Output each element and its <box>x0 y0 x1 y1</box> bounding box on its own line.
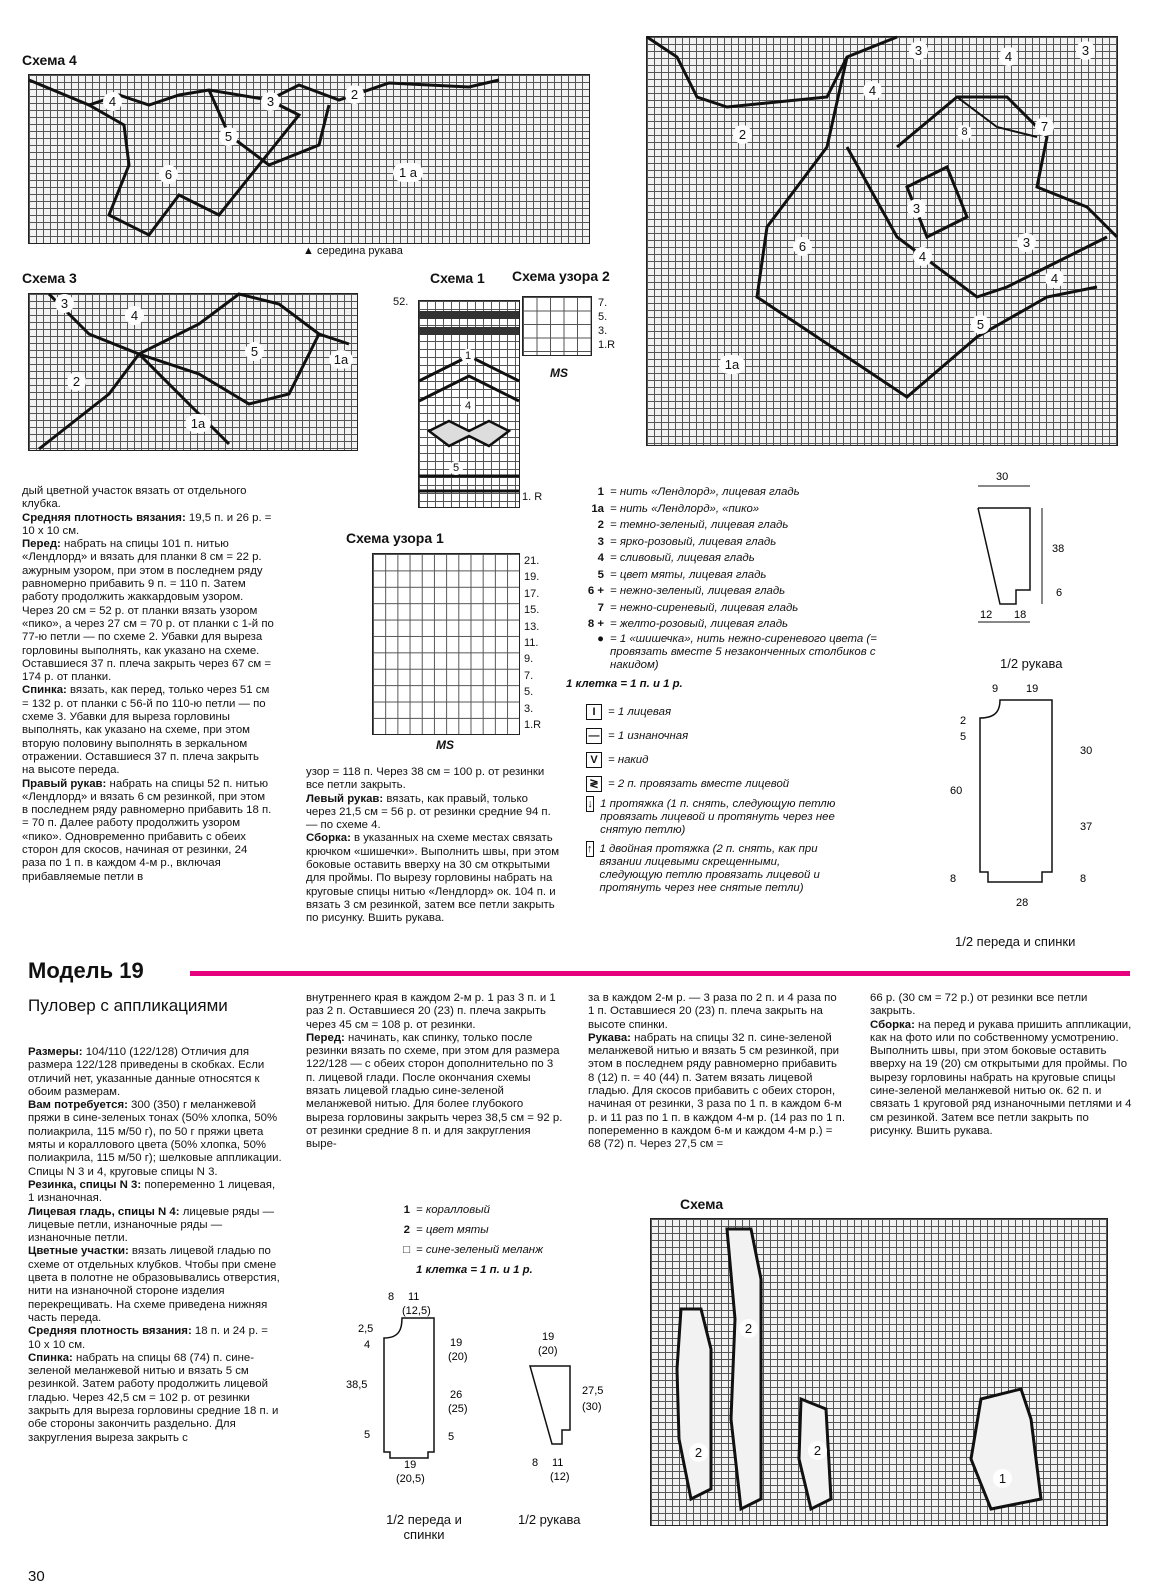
label: 4 <box>863 81 882 100</box>
column-2-text: узор = 118 п. Через 38 см = 100 р. от резинки все петли закрыть. Левый рукав: вязать, как правый, только через 21,5 см = 56 р. от резинки средние 94 п. — по схеме 4. Сборка: в указанных на схеме местах связать крючком «шишечки». Выполнить швы, при этом боковые оставить вверху на 30 см открытыми для проймы. По вырезу горловины набрать на круговые спицы нитью «Лендлорд» ок. 104 п. и вязать 3 см резинкой, затем все петли закрыть по рисунку. Вшить рукава. <box>306 766 560 925</box>
label: 5 <box>971 315 990 334</box>
svg-text:30: 30 <box>1080 745 1093 757</box>
label: 6 <box>793 237 812 256</box>
label: 4 <box>461 399 475 413</box>
pattern-2-chart <box>522 296 592 356</box>
svg-text:27,5: 27,5 <box>582 1385 604 1397</box>
label: 1а <box>185 414 211 433</box>
label: 3 <box>55 294 74 313</box>
model-column-1: Размеры: 104/110 (122/128) Отличия для размера 122/128 приведены в скобках. Если отличий нет, указанные данные относятся к обоим размерам. Вам потребуется: 300 (350) г меланжевой пряжи в сине-зеленых тонах (50% хлопка, 50% полиакрила, 115 м/50 г), по 50 г пряжи цвета мяты и кораллового цвета (50% хлопка, 50% полиакрила, 115 м/50 г); шелковые аппликации. Спицы N 3 и 4, круговые спицы N 3. Резинка, спицы N 3: попеременно 1 лицевая, 1 изнаночная. Лицевая гладь, спицы N 4: лицевые ряды — лицевые петли, изнаночные ряды — изнаночные петли. Цветные участки: вязать лицевой гладью по схеме от отдельных клубков. Чтобы при смене цвета в полотне не образовывались отверстия, нити на изнаночной стороне изделия перекрещивать. На схеме приведена нижняя часть переда. Средняя плотность вязания: 18 п. и 24 р. = 10 х 10 см. Спинка: набрать на спицы 68 (74) п. сине-зеленой меланжевой нитью и вязать 5 см резинкой. Затем работу продолжить лицевой гладью. Через 42,5 см = 102 р. от резинки закрыть для выреза горловины средние 18 п. и обе стороны закончить раздельно. Для закругления выреза закрыть с <box>28 1046 282 1444</box>
front-caption: 1/2 переда и спинки <box>955 934 1076 949</box>
model-divider <box>190 971 1130 976</box>
schema-3-title: Схема 3 <box>22 270 77 286</box>
label: 2 <box>345 85 364 104</box>
svg-text:19: 19 <box>542 1331 555 1343</box>
svg-text:60: 60 <box>950 785 963 797</box>
svg-text:(20,5): (20,5) <box>396 1473 425 1485</box>
front-diagram-top <box>940 680 1120 910</box>
svg-text:38: 38 <box>1052 543 1065 555</box>
label: 5 <box>219 127 238 146</box>
label: 8 <box>957 125 972 140</box>
label: 3 <box>909 41 928 60</box>
label: 1 <box>461 349 475 363</box>
pattern-1-rows: 21. 19. 17. 15. 13. 11. 9. 7. 5. 3. 1.R <box>524 555 542 732</box>
schema-2-chart <box>646 36 1118 446</box>
model-column-3: за в каждом 2-м р. — 3 раза по 2 п. и 4 раза по 1 п. Оставшиеся 20 (23) п. плеча закрыть на высоте спинки. Рукава: набрать на спицы 32 п. сине-зеленой меланжевой нитью и вязать 5 см резинкой, при этом в последнем ряду равномерно прибавить 8 (12) п. = 40 (44) п. Затем вязать лицевой гладью. Для скосов прибавить с обеих сторон, начиная от резинки, 3 раза по 1 п. в каждом 6-м р. и 11 раз по 1 п. в каждом 4-м р. (14 раз по 1 п. попеременно в каждом 6-м и каждом 4-м р.) = 68 (72) п. Через 27,5 см = <box>588 992 846 1151</box>
svg-text:28: 28 <box>1016 897 1029 909</box>
schema-1-title: Схема 1 <box>430 270 485 286</box>
svg-text:5: 5 <box>448 1431 455 1443</box>
svg-text:8: 8 <box>950 873 957 885</box>
schema-3-chart <box>28 293 358 451</box>
schema-4-chart <box>28 74 590 244</box>
pattern-1-title: Схема узора 1 <box>346 530 444 546</box>
model-title: Модель 19 <box>28 958 144 983</box>
svg-text:8: 8 <box>388 1291 395 1303</box>
label: 3 <box>907 199 926 218</box>
svg-text:8: 8 <box>1080 873 1087 885</box>
svg-text:(30): (30) <box>582 1401 602 1413</box>
svg-text:26: 26 <box>450 1389 463 1401</box>
ms-label: MS <box>550 366 568 380</box>
svg-text:9: 9 <box>992 683 999 695</box>
label: 4 <box>913 247 932 266</box>
svg-text:19: 19 <box>1026 683 1039 695</box>
sleeve-middle-note: ▲ середина рукава <box>303 245 403 257</box>
schema-4-title: Схема 4 <box>22 52 77 68</box>
svg-text:(20): (20) <box>538 1345 558 1357</box>
svg-text:6: 6 <box>1056 587 1063 599</box>
label: 1а <box>329 350 353 369</box>
svg-text:12: 12 <box>980 609 993 621</box>
label: 4 <box>103 92 122 111</box>
svg-text:11: 11 <box>408 1291 420 1303</box>
svg-text:(25): (25) <box>448 1403 468 1415</box>
model-column-2: внутреннего края в каждом 2-м р. 1 раз 3 п. и 1 раз 2 п. Оставшиеся 20 (23) п. плеча закрыть через 45 см = 108 р. от резинки. Перед: начинать, как спинку, только после резинки вязать по схеме, при этом для размера 122/128 — с обеих сторон дополнительно по 3 п. лицевой глади. После окончания схемы вязать лицевой гладью сине-зеленой меланжевой нитью. Для более глубокого выреза горловины закрыть через 38,5 см = 92 р. от резинки средние 8 п. и для закругления выре- <box>306 992 563 1151</box>
svg-text:4: 4 <box>364 1339 371 1351</box>
svg-text:5: 5 <box>960 731 967 743</box>
svg-text:30: 30 <box>996 471 1009 483</box>
label: 3 <box>1076 41 1095 60</box>
label: 4 <box>999 47 1018 66</box>
schema-1-chart <box>418 300 520 508</box>
column-1-text: дый цветной участок вязать от отдельного клубка. Средняя плотность вязания: 19,5 п. и 26 р. = 10 х 10 см. Перед: набрать на спицы 101 п. нитью «Лендлорд» и вязать для планки 8 см = 22 р. ажурным узором, при этом в последнем ряду равномерно прибавить 9 п. = 110 п. Затем работу продолжить жаккардовым узором. Через 20 см = 52 р. от планки вязать узором «пико», а через 27 см = 70 р. от планки с 1-й по 77-ю петли — по схеме 2. Убавки для выреза горловины выполнять, как указано на схеме. Оставшиеся 37 п. плеча закрыть через 67 см = 174 р. от планки. Спинка: вязать, как перед, только через 51 см = 132 р. от планки с 56-й по 110-ю петли — по схеме 3. Убавки для выреза горловины выполнять, как указано на схеме, при этом вторую половину выполнять в зеркальном отражении. Оставшиеся 37 п. плеча закрыть на высоте переда. Правый рукав: набрать на спицы 52 п. нитью «Лендлорд» и вязать 6 см резинкой, при этом в последнем ряду равномерно прибавить 18 п. = 70 п. Далее работу продолжить узором «пико». Одновременно прибавить с обеих сторон для скосов, начиная от резинки, 24 раза по 1 п. в каждом 4-м р., включая прибавляемые петли в <box>22 485 274 883</box>
label: 2 <box>739 1319 758 1338</box>
schema-bottom-title: Схема <box>680 1196 724 1212</box>
label: 4 <box>125 306 144 325</box>
row-number: 1. R <box>522 491 543 503</box>
svg-text:8: 8 <box>532 1457 539 1469</box>
svg-text:(12): (12) <box>550 1471 570 1483</box>
svg-text:2,5: 2,5 <box>358 1323 374 1335</box>
label: 5 <box>449 461 463 475</box>
label: 2 <box>689 1443 708 1462</box>
sleeve-diagram-top <box>960 470 1080 650</box>
sleeve-diagram-bottom <box>510 1330 620 1490</box>
sleeve-caption-bottom: 1/2 рукава <box>518 1512 581 1527</box>
pattern-2-rows: 7. 5. 3. 1.R <box>598 297 616 351</box>
front-caption-bottom: 1/2 переда и спинки <box>386 1512 462 1542</box>
svg-text:18: 18 <box>1014 609 1027 621</box>
ms-label: MS <box>436 738 454 752</box>
label: 2 <box>67 372 86 391</box>
model-subtitle: Пуловер с аппликациями <box>28 996 228 1015</box>
front-diagram-bottom <box>330 1288 490 1488</box>
svg-text:38,5: 38,5 <box>346 1379 368 1391</box>
svg-text:37: 37 <box>1080 821 1093 833</box>
label: 3 <box>1017 233 1036 252</box>
symbol-legend: I = 1 лицевая — = 1 изнаночная V = накид ≷ = 2 п. провязать вместе лицевой ↓ 1 протяжка (1 п. снять, следующую петлю провязать лицевой и протянуть через нее снятую петлю) ↑ 1 двойная протяжка (2 п. снять, как при вязании лицевыми скрещенными, следующую петлю провязать лицевой и протянуть через нее снятые петли) <box>587 706 836 894</box>
legend-top: 1 = нить «Лендлорд», лицевая гладь 1а = нить «Лендлорд», «пико» 2 = темно-зеленый, лицевая гладь 3 = ярко-розовый, лицевая гладь 4 = сливовый, лицевая гладь 5 = цвет мяты, лицевая гладь 6 + = нежно-зеленый, лицевая гладь 7 = нежно-сиреневый, лицевая гладь 8 + = желто-розовый, лицевая гладь ● = 1 «шишечка», нить нежно-сиреневого цвета (= провязать вместе 5 незаконченных столбиков с накидом) 1 клетка = 1 п. и 1 р. <box>566 486 877 690</box>
schema-bottom-chart <box>650 1218 1108 1526</box>
label: 1 а <box>393 163 423 182</box>
label: 2 <box>733 125 752 144</box>
svg-text:(20): (20) <box>448 1351 468 1363</box>
svg-text:5: 5 <box>364 1429 371 1441</box>
legend-bottom: 1 = коралловый 2 = цвет мяты □ = сине-зеленый меланж 1 клетка = 1 п. и 1 р. <box>403 1204 543 1276</box>
label: 1а <box>719 355 745 374</box>
pattern-2-title: Схема узора 2 <box>512 268 610 284</box>
svg-text:(12,5): (12,5) <box>402 1305 431 1317</box>
schema-2-outline <box>647 37 1117 445</box>
label: 1 <box>993 1469 1012 1488</box>
page-number: 30 <box>28 1568 45 1585</box>
label: 6 <box>159 165 178 184</box>
label: 7 <box>1035 117 1054 136</box>
row-number: 52. <box>393 296 409 308</box>
svg-text:2: 2 <box>960 715 967 727</box>
model-column-4: 66 р. (30 см = 72 р.) от резинки все петли закрыть. Сборка: на перед и рукава пришить аппликации, как на фото или по собственному усмотрению. Выполнить швы, при этом боковые оставить вверху на 19 (20) см открытыми для проймы. По вырезу горловины набрать на круговые спицы сине-зеленой меланжевой нитью ок. 62 п. и связать 1 круговой ряд изнаночными петлями и 4 см резинкой. Затем все петли закрыть по рисунку. Вшить рукава. <box>870 992 1132 1137</box>
label: 2 <box>808 1441 827 1460</box>
label: 3 <box>261 92 280 111</box>
schema-bottom-outline <box>651 1219 1107 1525</box>
label: 5 <box>245 342 264 361</box>
sleeve-caption: 1/2 рукава <box>1000 656 1063 671</box>
svg-text:11: 11 <box>552 1457 564 1469</box>
svg-text:19: 19 <box>450 1337 463 1349</box>
svg-text:19: 19 <box>404 1459 417 1471</box>
label: 4 <box>1045 269 1064 288</box>
pattern-1-chart <box>372 553 520 735</box>
